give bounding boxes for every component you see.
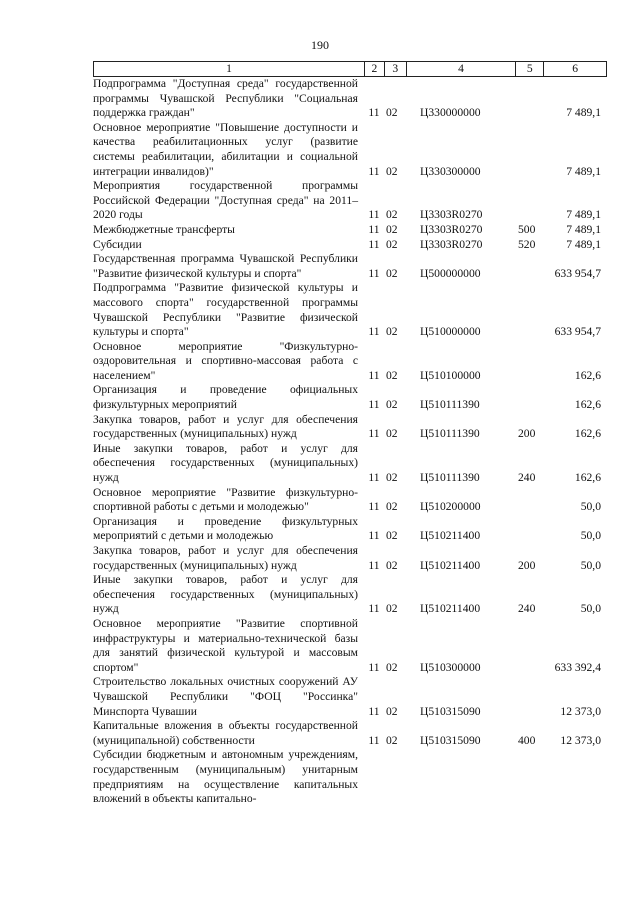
header-col-1: 1 [226, 62, 232, 75]
page-number: 190 [311, 38, 329, 52]
row-amount: 50,0 [580, 602, 601, 616]
row-section: 11 [368, 500, 380, 514]
row-name: Организация и проведение официальных физкультурных мероприятий [93, 383, 358, 412]
row-subsection: 02 [386, 602, 398, 616]
row-subsection: 02 [386, 325, 398, 339]
row-subsection: 02 [386, 558, 398, 572]
row-expense-type: 240 [518, 602, 536, 616]
table-row [93, 179, 607, 223]
row-amount: 12 373,0 [560, 704, 601, 718]
table-row [93, 77, 607, 121]
row-subsection: 02 [386, 500, 398, 514]
row-expense-type: 500 [518, 222, 536, 236]
row-name: Основное мероприятие "Физкультурно-оздоровительная и спортивно-массовая работа с населением" [93, 339, 358, 382]
row-subsection: 02 [386, 427, 398, 441]
row-name: Основное мероприятие "Развитие физкультурно-спортивной работы с детьми и молодежью" [93, 485, 358, 514]
budget-table [93, 61, 607, 807]
row-subsection: 02 [386, 237, 398, 251]
row-amount: 50,0 [580, 529, 601, 543]
row-section: 11 [368, 733, 380, 747]
row-target-code: Ц510111390 [420, 398, 480, 412]
header-col-6: 6 [543, 62, 606, 76]
row-name: Субсидии [93, 237, 142, 251]
row-subsection: 02 [386, 529, 398, 543]
table-row [93, 340, 607, 384]
table-row [93, 252, 607, 281]
table-row [93, 544, 607, 573]
table-row [93, 719, 607, 748]
row-subsection: 02 [386, 266, 398, 280]
table-row [93, 238, 607, 253]
row-amount: 162,6 [574, 398, 601, 412]
row-section: 11 [368, 208, 380, 222]
row-amount: 7 489,1 [566, 237, 601, 251]
row-section: 11 [368, 704, 380, 718]
row-amount: 50,0 [580, 500, 601, 514]
table-row [93, 223, 607, 238]
row-amount: 633 954,7 [554, 325, 601, 339]
row-amount: 162,6 [574, 427, 601, 441]
table-row [93, 486, 607, 515]
row-expense-type: 520 [518, 237, 536, 251]
row-amount: 633 392,4 [554, 660, 601, 674]
row-section: 11 [368, 222, 380, 236]
row-section: 11 [368, 266, 380, 280]
row-subsection: 02 [386, 106, 398, 120]
row-target-code: Ц510200000 [420, 500, 481, 514]
row-section: 11 [368, 398, 380, 412]
row-section: 11 [368, 660, 380, 674]
row-subsection: 02 [386, 164, 398, 178]
row-amount: 162,6 [574, 471, 601, 485]
row-name: Субсидии бюджетным и автономным учреждениям, государственным (муниципальным) унитарным предприятиям на осуществление капитальных вложений в объекты капитально- [93, 748, 358, 806]
table-row [93, 675, 607, 719]
table-row [93, 573, 607, 617]
row-section: 11 [368, 325, 380, 339]
row-section: 11 [368, 558, 380, 572]
row-name: Межбюджетные трансферты [93, 222, 235, 236]
row-subsection: 02 [386, 471, 398, 485]
row-target-code: Ц510315090 [420, 704, 481, 718]
row-name: Капитальные вложения в объекты государственной (муниципальной) собственности [93, 719, 358, 747]
row-subsection: 02 [386, 660, 398, 674]
row-name: Подпрограмма "Развитие физической культуры и массового спорта" государственной программы Чувашской Республики "Развитие физической культуры и спорта" [93, 281, 358, 339]
header-col-4: 4 [406, 62, 516, 76]
row-target-code: Ц510111390 [420, 471, 480, 485]
row-section: 11 [368, 368, 380, 382]
table-row [93, 413, 607, 442]
row-name: Иные закупки товаров, работ и услуг для обеспечения государственных (муниципальных) нужд [93, 441, 358, 485]
row-name: Иные закупки товаров, работ и услуг для обеспечения государственных (муниципальных) нужд [93, 573, 358, 616]
row-amount: 7 489,1 [566, 208, 601, 222]
header-col-3: 3 [384, 62, 406, 76]
row-amount: 7 489,1 [566, 222, 601, 236]
row-target-code: Ц3303R0270 [420, 222, 483, 236]
table-row [93, 281, 607, 339]
row-target-code: Ц330300000 [420, 164, 481, 178]
row-name: Организация и проведение физкультурных мероприятий с детьми и молодежью [93, 514, 358, 543]
row-target-code: Ц3303R0270 [420, 237, 483, 251]
row-section: 11 [368, 529, 380, 543]
row-expense-type: 200 [518, 427, 536, 441]
row-name: Основное мероприятие "Повышение доступности и качества реабилитационных услуг (развитие системы реабилитации, абилитации и социальной интеграции инвалидов)" [93, 120, 358, 178]
row-target-code: Ц3303R0270 [420, 208, 483, 222]
table-row [93, 617, 607, 675]
row-section: 11 [368, 237, 380, 251]
row-name: Подпрограмма "Доступная среда" государственной программы Чувашской Республики "Социальная поддержка граждан" [93, 77, 358, 120]
row-target-code: Ц330000000 [420, 106, 481, 120]
row-subsection: 02 [386, 704, 398, 718]
header-col-2: 2 [364, 62, 384, 76]
row-amount: 50,0 [580, 558, 601, 572]
row-name: Строительство локальных очистных сооружений АУ Чувашской Республики "ФОЦ "Россинка" Минспорта Чувашии [93, 675, 358, 718]
row-subsection: 02 [386, 733, 398, 747]
row-target-code: Ц510111390 [420, 427, 480, 441]
row-subsection: 02 [386, 398, 398, 412]
row-name: Государственная программа Чувашской Республики "Развитие физической культуры и спорта" [93, 252, 358, 280]
row-section: 11 [368, 427, 380, 441]
row-subsection: 02 [386, 222, 398, 236]
row-amount: 633 954,7 [554, 266, 601, 280]
table-body [93, 77, 607, 807]
table-header [93, 61, 607, 77]
row-name: Закупка товаров, работ и услуг для обеспечения государственных (муниципальных) нужд [93, 412, 358, 441]
row-amount: 162,6 [574, 368, 601, 382]
row-amount: 7 489,1 [566, 106, 601, 120]
table-row [93, 383, 607, 412]
table-row [93, 442, 607, 486]
row-target-code: Ц510000000 [420, 325, 481, 339]
table-row [93, 515, 607, 544]
row-target-code: Ц510211400 [420, 529, 481, 543]
row-target-code: Ц510211400 [420, 602, 481, 616]
row-section: 11 [368, 106, 380, 120]
row-name: Основное мероприятие "Развитие спортивной инфраструктуры и материально-технической базы для занятий физической культурой и массовым спортом" [93, 616, 358, 674]
row-name: Закупка товаров, работ и услуг для обеспечения государственных (муниципальных) нужд [93, 544, 358, 572]
table-row [93, 121, 607, 179]
row-amount: 12 373,0 [560, 733, 601, 747]
row-target-code: Ц510315090 [420, 733, 481, 747]
table-row [93, 748, 607, 806]
row-amount: 7 489,1 [566, 164, 601, 178]
row-expense-type: 240 [518, 471, 536, 485]
row-target-code: Ц510211400 [420, 558, 481, 572]
row-name: Мероприятия государственной программы Российской Федерации "Доступная среда" на 2011–2020 годы [93, 179, 358, 222]
row-section: 11 [368, 602, 380, 616]
row-target-code: Ц500000000 [420, 266, 481, 280]
header-col-5: 5 [515, 62, 543, 76]
row-target-code: Ц510100000 [420, 368, 481, 382]
row-section: 11 [368, 164, 380, 178]
row-section: 11 [368, 471, 380, 485]
row-expense-type: 200 [518, 558, 536, 572]
row-subsection: 02 [386, 368, 398, 382]
row-expense-type: 400 [518, 733, 536, 747]
row-subsection: 02 [386, 208, 398, 222]
row-target-code: Ц510300000 [420, 660, 481, 674]
